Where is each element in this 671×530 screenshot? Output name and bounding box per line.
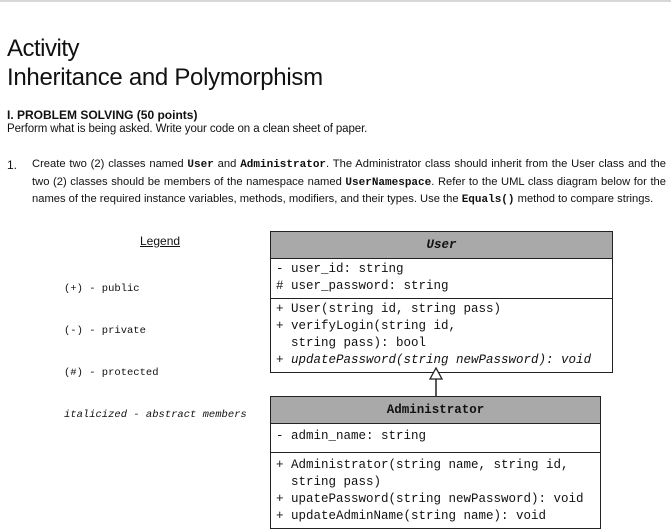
uml-class-user xyxy=(270,231,613,373)
top-divider xyxy=(0,0,671,2)
uml-method: + verifyLogin(string id, xyxy=(276,319,457,333)
uml-class-administrator xyxy=(270,396,601,529)
keyword-user: User xyxy=(187,159,214,171)
uml-field: # user_password: string xyxy=(276,279,449,293)
legend xyxy=(64,254,247,436)
uml-method: + upatePassword(string newPassword): void xyxy=(276,492,584,506)
keyword-administrator: Administrator xyxy=(240,159,327,171)
uml-method: + Administrator(string name, string id, xyxy=(276,458,569,472)
section-heading: I. PROBLEM SOLVING (50 points) xyxy=(7,108,198,122)
keyword-namespace: UserNamespace xyxy=(345,176,432,189)
uml-method: + updateAdminName(string name): void xyxy=(276,509,547,523)
uml-methods xyxy=(271,299,612,372)
activity-title: Activity xyxy=(7,35,80,62)
legend-item: (+) - public xyxy=(64,283,140,295)
section-instructions: Perform what is being asked. Write your code on a clean sheet of paper. xyxy=(7,123,368,135)
uml-field: - user_id: string xyxy=(276,262,404,276)
problem-number: 1. xyxy=(7,158,18,172)
keyword-equals: Equals() xyxy=(461,194,515,206)
inheritance-arrow-icon xyxy=(428,366,444,400)
uml-method: string pass): bool xyxy=(276,336,427,350)
activity-subtitle: Inheritance and Polymorphism xyxy=(7,64,323,91)
uml-fields xyxy=(271,259,612,299)
uml-methods xyxy=(271,453,600,528)
uml-class-name: Administrator xyxy=(271,397,600,424)
uml-class-name: User xyxy=(271,232,612,259)
uml-method: string pass) xyxy=(276,475,382,489)
uml-field: - admin_name: string xyxy=(276,429,427,443)
legend-item: (-) - private xyxy=(64,325,146,337)
uml-method: + User(string id, string pass) xyxy=(276,302,502,316)
legend-item: (#) - protected xyxy=(64,367,159,379)
problem-description: Create two (2) classes named User and Administrator. The Administrator class should inherit from the User class and the two (2) classes should be members of the namespace named UserNamespace. Refer to the UML class diagram below for the names of the required instance variables, methods, modifiers, and their types. Use the Equals() method to compare strings. xyxy=(32,158,667,206)
legend-title: Legend xyxy=(140,234,181,248)
legend-item: italicized - abstract members xyxy=(64,409,247,421)
uml-method-abstract: + updatePassword(string newPassword): void xyxy=(276,353,592,367)
uml-fields xyxy=(271,424,600,453)
